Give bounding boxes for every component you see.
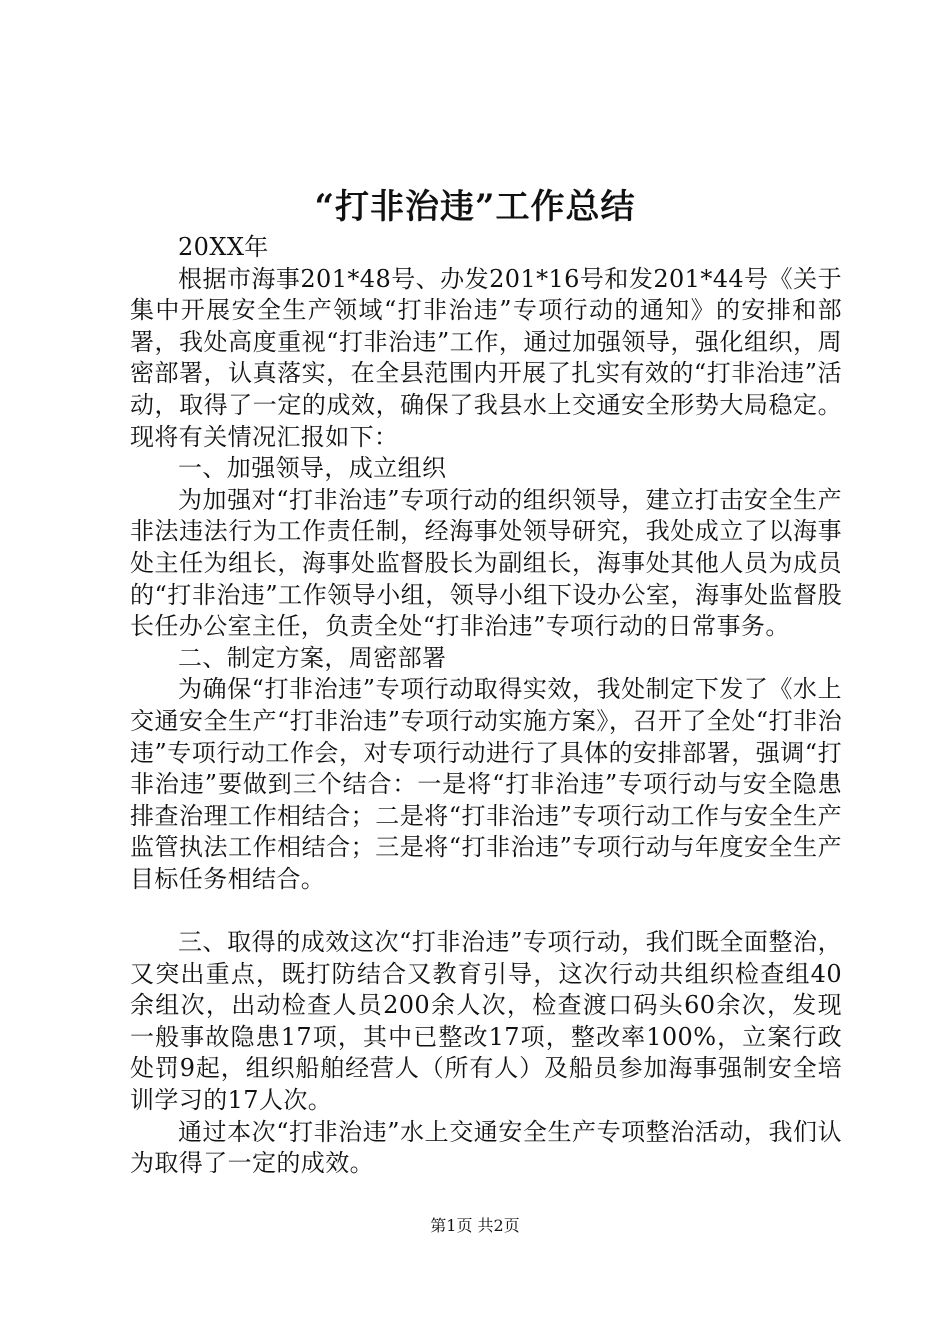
section-heading-1: 一、加强领导，成立组织 [178, 454, 447, 483]
page-footer: 第1页 共2页 [430, 1216, 520, 1235]
closing-paragraph: 通过本次“打非治违”水上交通安全生产专项整治活动，我们认为取得了一定的成效。 [130, 1117, 842, 1178]
section-1-paragraph: 为加强对“打非治违”专项行动的组织领导，建立打击安全生产非法违法行为工作责任制，经海事处领导研究，我处成立了以海事处主任为组长，海事处监督股长为副组长，海事处其他人员为成员的“打非治违”工作领导小组，领导小组下设办公室，海事处监督股长任办公室主任，负责全处“打非治违”专项行动的日常事务。 [130, 485, 842, 641]
intro-paragraph: 根据市海事201*48号、办发201*16号和发201*44号《关于集中开展安全生产领域“打非治违”专项行动的通知》的安排和部署，我处高度重视“打非治违”工作，通过加强领导，强化组织，周密部署，认真落实，在全县范围内开展了扎实有效的“打非治违”活动，取得了一定的成效，确保了我县水上交通安全形势大局稳定。现将有关情况汇报如下： [130, 264, 842, 451]
document-year: 20XX年 [178, 233, 269, 261]
section-2-paragraph: 为确保“打非治违”专项行动取得实效，我处制定下发了《水上交通安全生产“打非治违”专项行动实施方案》，召开了全处“打非治违”专项行动工作会，对专项行动进行了具体的安排部署，强调“打非治违”要做到三个结合：一是将“打非治违”专项行动与安全隐患排查治理工作相结合；二是将“打非治违”专项行动工作与安全生产监管执法工作相结合；三是将“打非治违”专项行动与年度安全生产目标任务相结合。 [130, 675, 842, 893]
section-heading-2: 二、制定方案，周密部署 [178, 643, 447, 672]
document-body [130, 232, 842, 1180]
document-title: “打非治违”工作总结 [314, 187, 636, 227]
section-3-paragraph: 三、取得的成效这次“打非治违”专项行动，我们既全面整治，又突出重点，既打防结合又教育引导，这次行动共组织检查组40余组次，出动检查人员200余人次，检查渡口码头60余次，发现一般事故隐患17项，其中已整改17项，整改率100%，立案行政处罚9起，组织船舶经营人（所有人）及船员参加海事强制安全培训学习的17人次。 [130, 928, 842, 1115]
